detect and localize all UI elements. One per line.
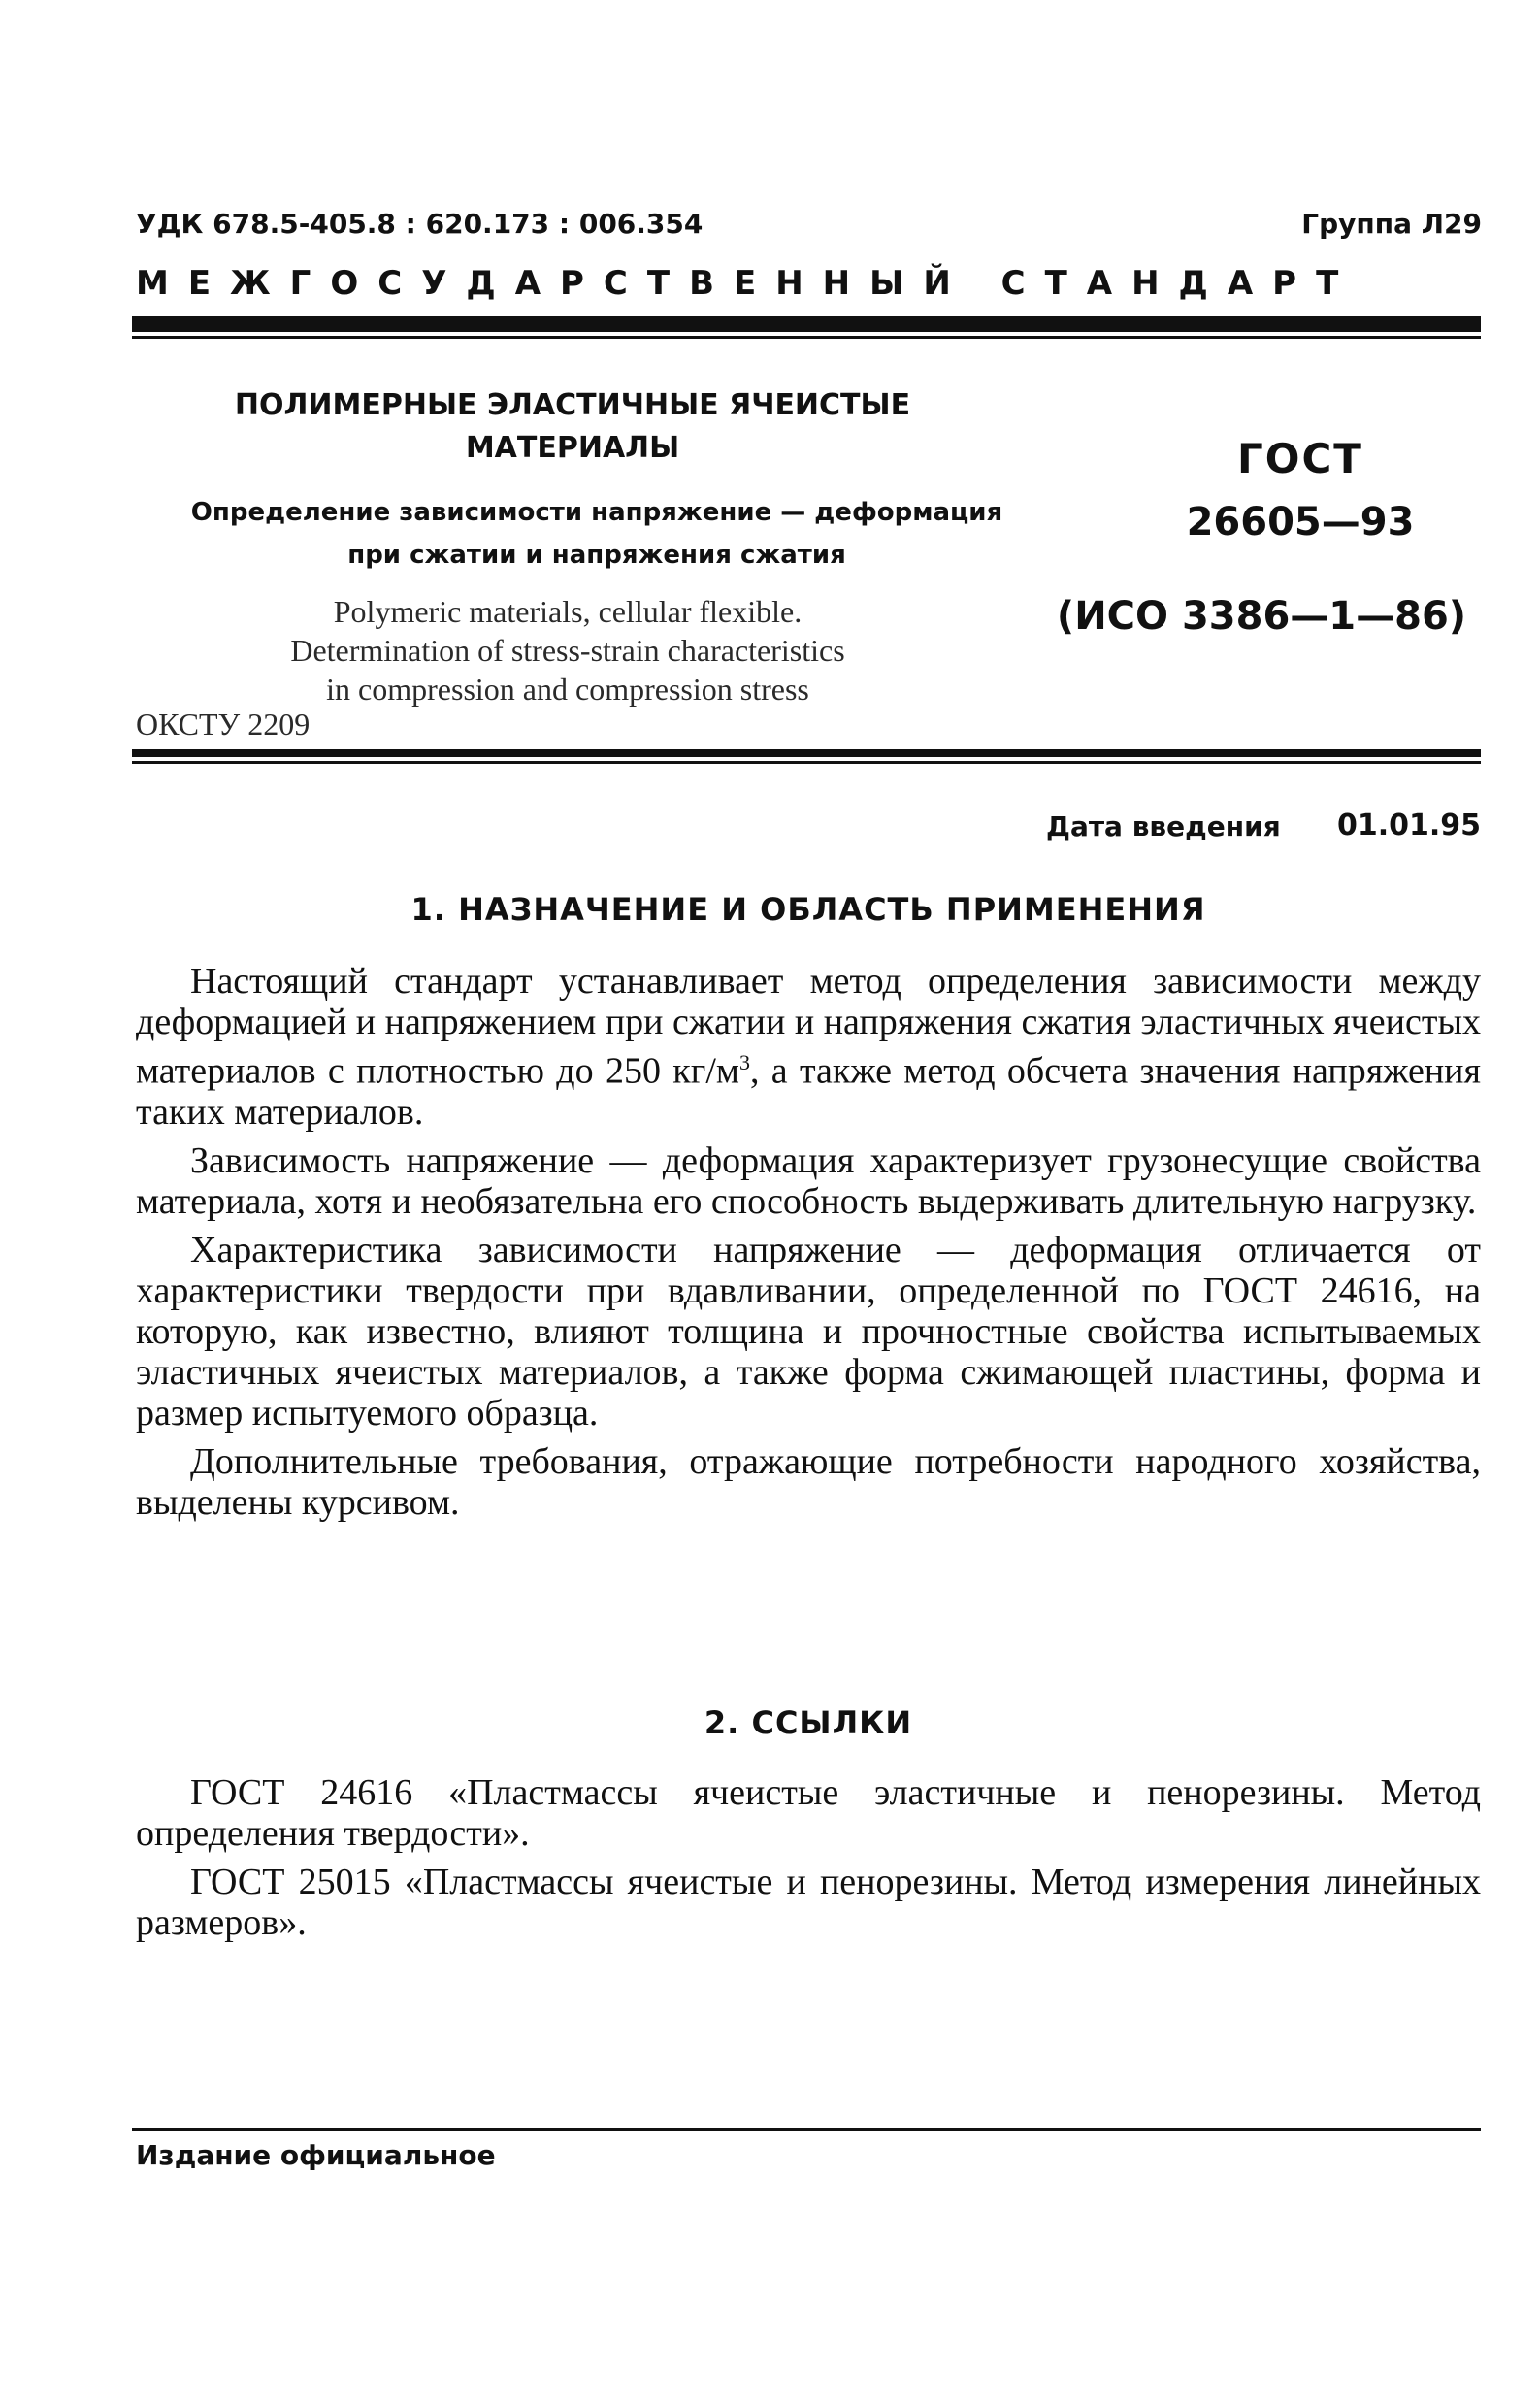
- section-1-body: [136, 961, 1481, 1531]
- official-edition-label: Издание официальное: [136, 2139, 496, 2171]
- english-line-3: in compression and compression stress: [326, 672, 809, 707]
- group-code: Группа Л29: [1301, 208, 1482, 240]
- subtitle-line-1: Определение зависимости напряжение — деформация: [190, 498, 1003, 527]
- title-line-1: ПОЛИМЕРНЫЕ ЭЛАСТИЧНЫЕ ЯЧЕИСТЫЕ: [234, 388, 911, 422]
- english-line-2: Determination of stress-strain characteristics: [290, 633, 845, 668]
- title-line-2: МАТЕРИАЛЫ: [465, 431, 680, 465]
- section-2-paragraph-1: ГОСТ 24616 «Пластмассы ячеистые эластичные и пенорезины. Метод определения твердости».: [136, 1772, 1481, 1854]
- english-line-1: Polymeric materials, cellular flexible.: [333, 594, 803, 629]
- header-rule-thick: [132, 316, 1481, 332]
- title-rule-thin: [132, 761, 1481, 764]
- udk-code: УДК 678.5-405.8 : 620.173 : 006.354: [136, 208, 704, 240]
- header-rule-thin: [132, 336, 1481, 339]
- section-2-paragraph-2: ГОСТ 25015 «Пластмассы ячеистые и пенорезины. Метод измерения линейных размеров».: [136, 1862, 1481, 1943]
- section-1-paragraph-1: Настоящий стандарт устанавливает метод определения зависимости между деформацией и напряжением при сжатии и напряжения сжатия эластичных ячеистых материалов с плотностью до 250 $кг/м^3$, а также метод обсчета значения напряжения таких материалов.: [136, 961, 1481, 1133]
- section-1-paragraph-4: Дополнительные требования, отражающие потребности народного хозяйства, выделены курсивом.: [136, 1440, 1481, 1523]
- section-1-paragraph-2: Зависимость напряжение — деформация характеризует грузонесущие свойства материала, хотя и необязательна его способность выдерживать длительную нагрузку.: [136, 1139, 1481, 1222]
- document-subtitle: [155, 491, 1038, 577]
- subtitle-line-2: при сжатии и напряжения сжатия: [347, 541, 846, 570]
- document-title: [155, 384, 990, 470]
- footer-rule: [132, 2128, 1481, 2131]
- intro-date-value: 01.01.95: [1337, 808, 1482, 842]
- gost-number: 26605—93: [1186, 500, 1415, 544]
- section-1-heading: 1. НАЗНАЧЕНИЕ И ОБЛАСТЬ ПРИМЕНЕНИЯ: [410, 891, 1206, 928]
- english-title: [146, 592, 990, 709]
- section-2-heading: 2. ССЫЛКИ: [704, 1704, 913, 1741]
- section-2-body: [136, 1772, 1481, 1951]
- section-1-paragraph-3: Характеристика зависимости напряжение — деформация отличается от характеристики твердости при вдавливании, определенной по ГОСТ 24616, на которую, как известно, влияют толщина и прочностные свойства испытываемых эластичных ячеистых материалов, а также форма сжимающей пластины, форма и размер испытуемого образца.: [136, 1229, 1481, 1434]
- interstate-standard-heading: МЕЖГОСУДАРСТВЕННЫЙ СТАНДАРТ: [136, 264, 1359, 303]
- iso-reference: (ИСО 3386—1—86): [1056, 594, 1467, 639]
- gost-label: ГОСТ: [1237, 435, 1363, 482]
- title-rule-thick: [132, 749, 1481, 757]
- oksty-code: ОКСТУ 2209: [136, 707, 311, 742]
- intro-date-label: Дата введения: [1046, 810, 1281, 842]
